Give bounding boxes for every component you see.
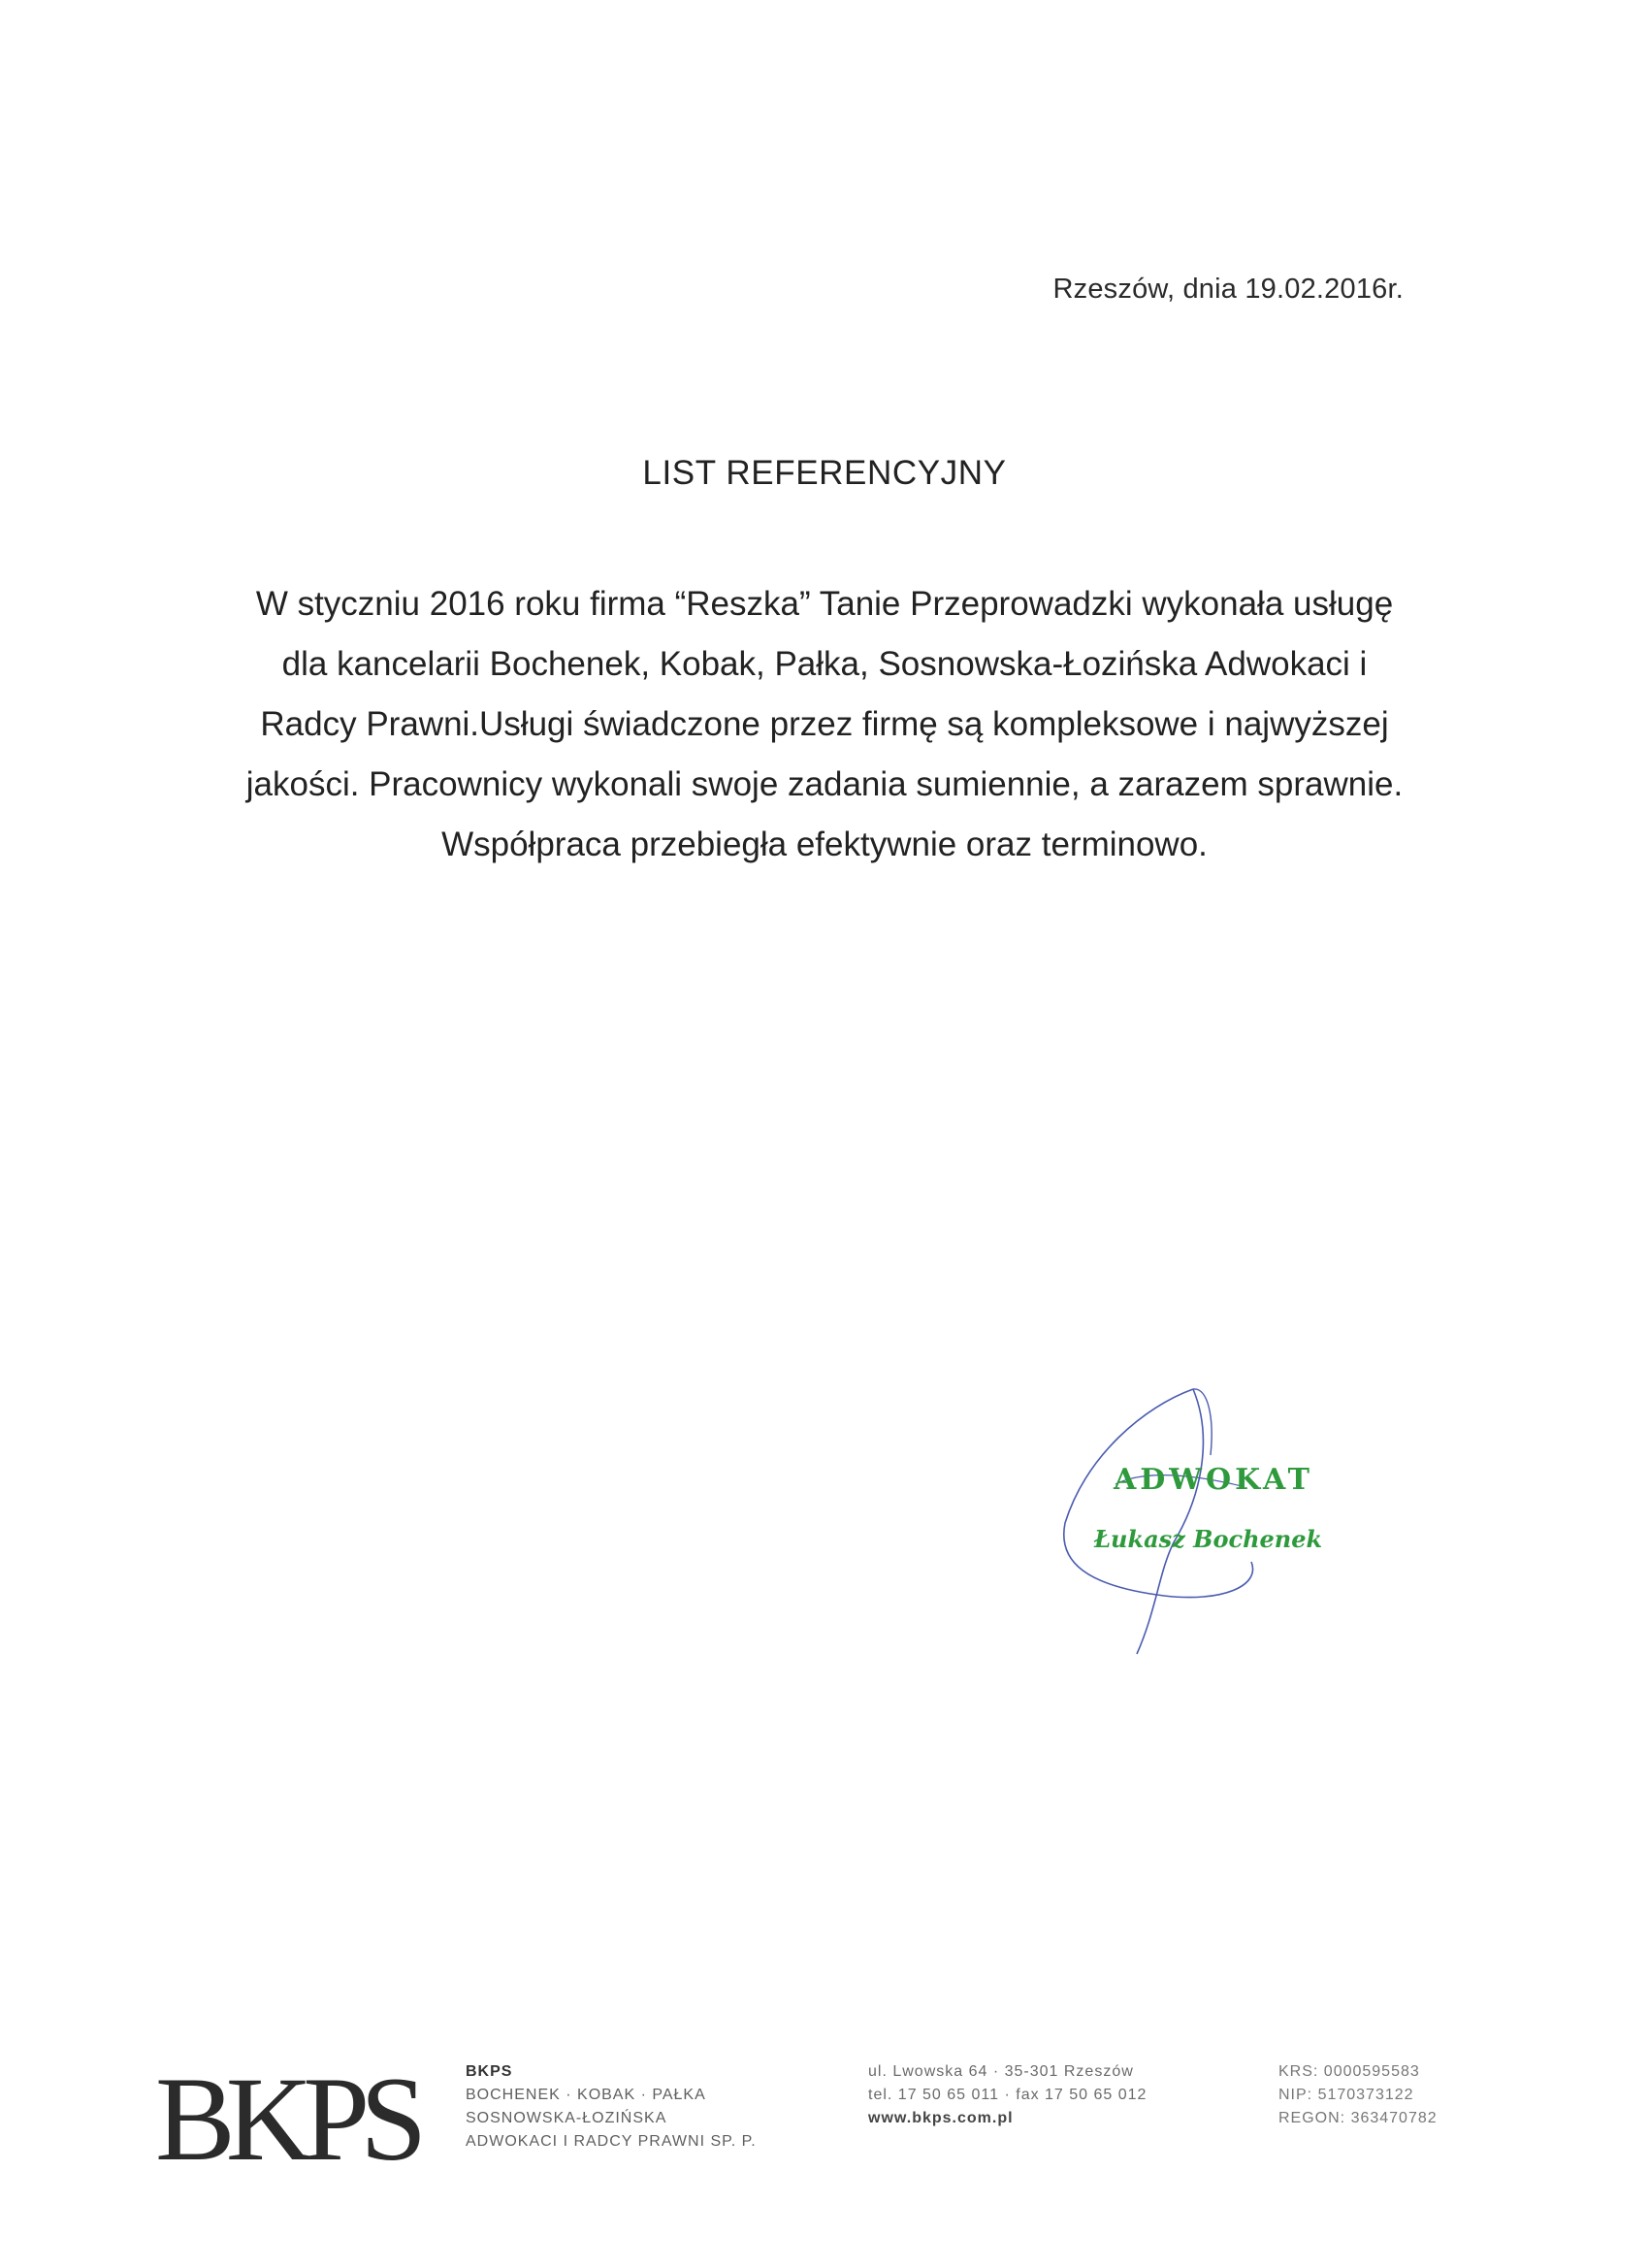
body-line: Radcy Prawni.Usługi świadczone przez firmę są kompleksowe i najwyższej: [260, 705, 1389, 743]
contact-address: ul. Lwowska 64 · 35-301 Rzeszów: [868, 2063, 1134, 2080]
company-line: SOSNOWSKA-ŁOZIŃSKA: [466, 2110, 667, 2126]
company-line: BOCHENEK · KOBAK · PAŁKA: [466, 2087, 706, 2103]
body-line: dla kancelarii Bochenek, Kobak, Pałka, Sosnowska-Łozińska Adwokaci i: [281, 645, 1368, 683]
registry-krs: KRS: 0000595583: [1278, 2063, 1420, 2080]
footer-contact: [868, 2060, 1147, 2130]
company-line: ADWOKACI I RADCY PRAWNI SP. P.: [466, 2133, 757, 2150]
stamp-title: ADWOKAT: [1114, 1463, 1313, 1497]
company-abbr: BKPS: [466, 2063, 513, 2080]
contact-phone: tel. 17 50 65 011 · fax 17 50 65 012: [868, 2087, 1148, 2103]
body-line: W styczniu 2016 roku firma “Reszka” Tanie Przeprowadzki wykonała usługę: [255, 585, 1394, 623]
letter-title: LIST REFERENCYJNY: [642, 454, 1007, 492]
letter-body: [155, 574, 1494, 875]
registry-nip: NIP: 5170373122: [1278, 2087, 1414, 2103]
contact-website: www.bkps.com.pl: [868, 2110, 1014, 2126]
letter-date: Rzeszów, dnia 19.02.2016r.: [1052, 274, 1404, 305]
footer-registry: [1278, 2060, 1438, 2130]
footer-company: [466, 2060, 757, 2154]
signature: [1048, 1377, 1319, 1659]
registry-regon: REGON: 363470782: [1278, 2110, 1438, 2126]
stamp-name: Łukasz Bochenek: [1094, 1525, 1323, 1553]
body-line: Współpraca przebiegła efektywnie oraz terminowo.: [441, 826, 1208, 863]
body-line: jakości. Pracownicy wykonali swoje zadania sumiennie, a zarazem sprawnie.: [245, 765, 1404, 803]
bkps-logo: BKPS: [155, 2053, 418, 2186]
